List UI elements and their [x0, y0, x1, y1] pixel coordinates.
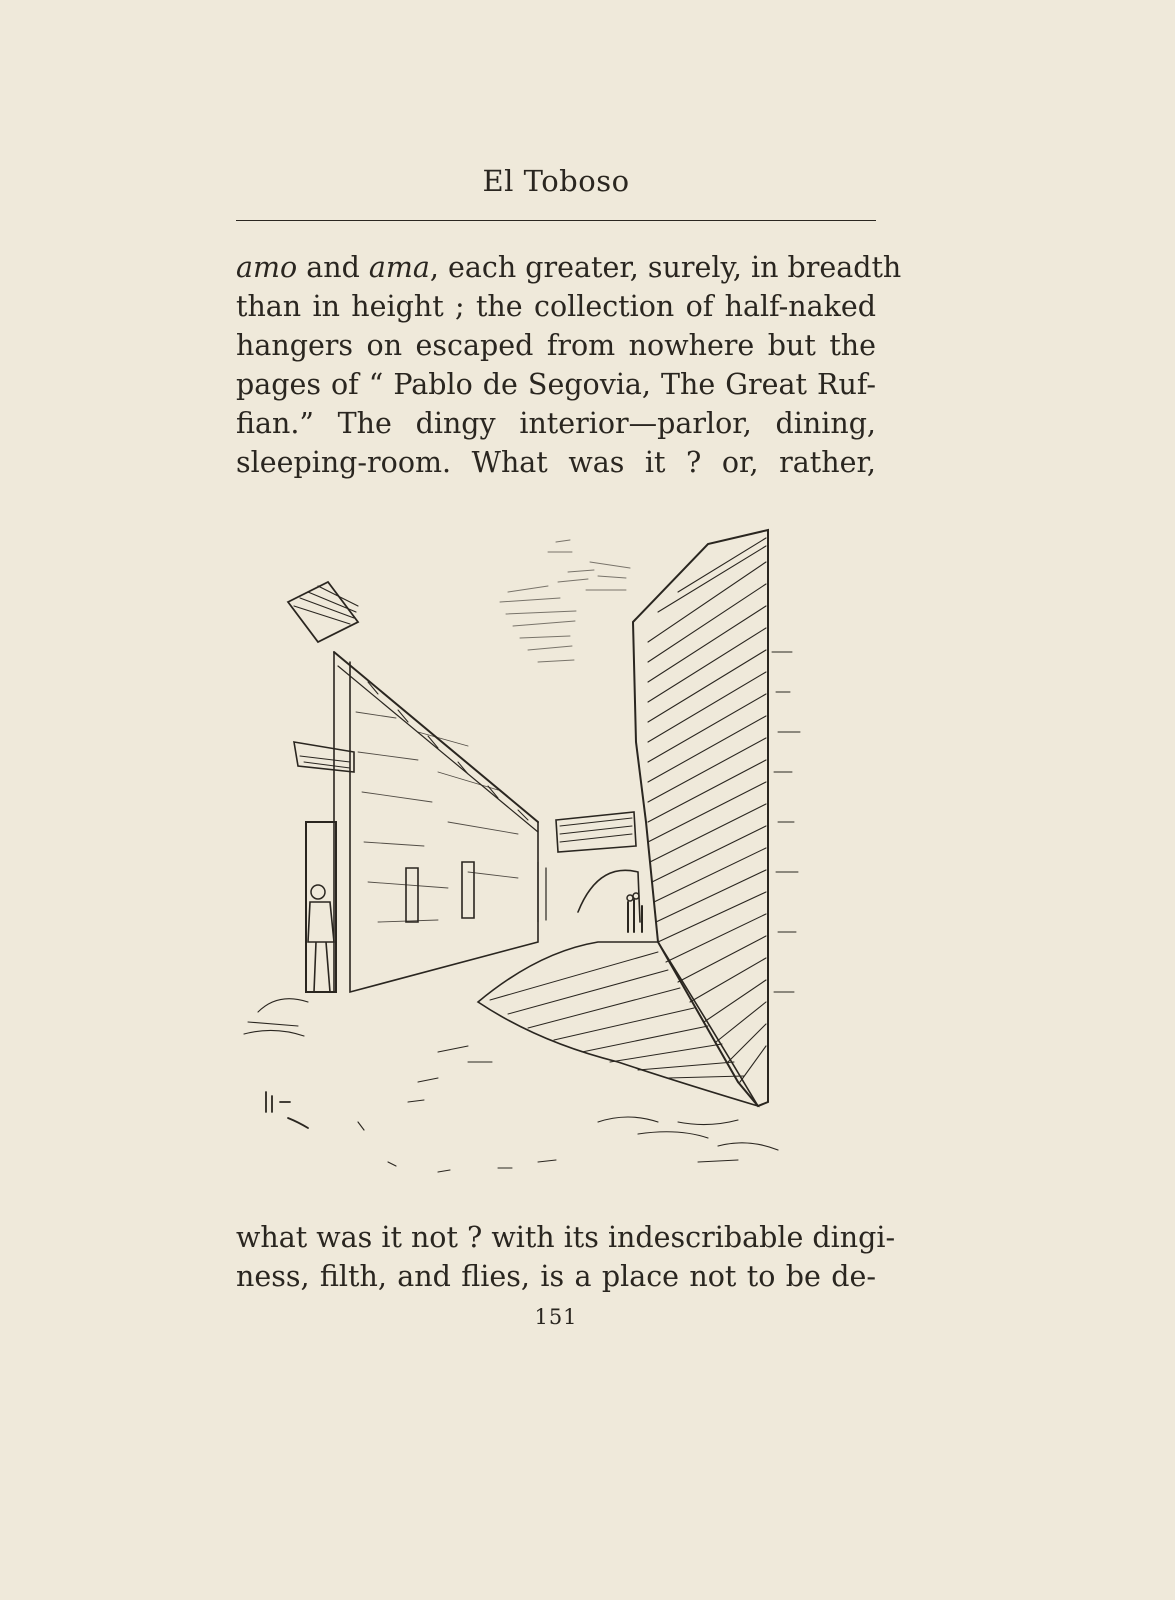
text-line: what was it not ? with its indescribable dingi- — [236, 1221, 896, 1254]
italic-word: amo — [236, 251, 298, 284]
text-line: amo and ama, each greater, surely, in breadth — [236, 251, 902, 284]
street-sketch-icon — [238, 522, 858, 1194]
header-rule — [236, 220, 876, 221]
text-line: pages of “ Pablo de Segovia, The Great Ruf- — [236, 368, 876, 401]
text-line: ness, filth, and flies, is a place not to be de- — [236, 1260, 876, 1293]
paragraph-top — [236, 248, 902, 482]
text-line: fian.” The dingy interior—parlor, dining, — [236, 407, 876, 440]
paragraph-bottom — [236, 1218, 896, 1296]
page-number: 151 — [534, 1305, 578, 1329]
text-line: sleeping-room. What was it ? or, rather, — [236, 446, 876, 479]
text-line: hangers on escaped from nowhere but the — [236, 329, 876, 362]
running-head: El Toboso — [482, 164, 630, 198]
text-line: than in height ; the collection of half-naked — [236, 290, 876, 323]
italic-word: ama — [368, 251, 430, 284]
